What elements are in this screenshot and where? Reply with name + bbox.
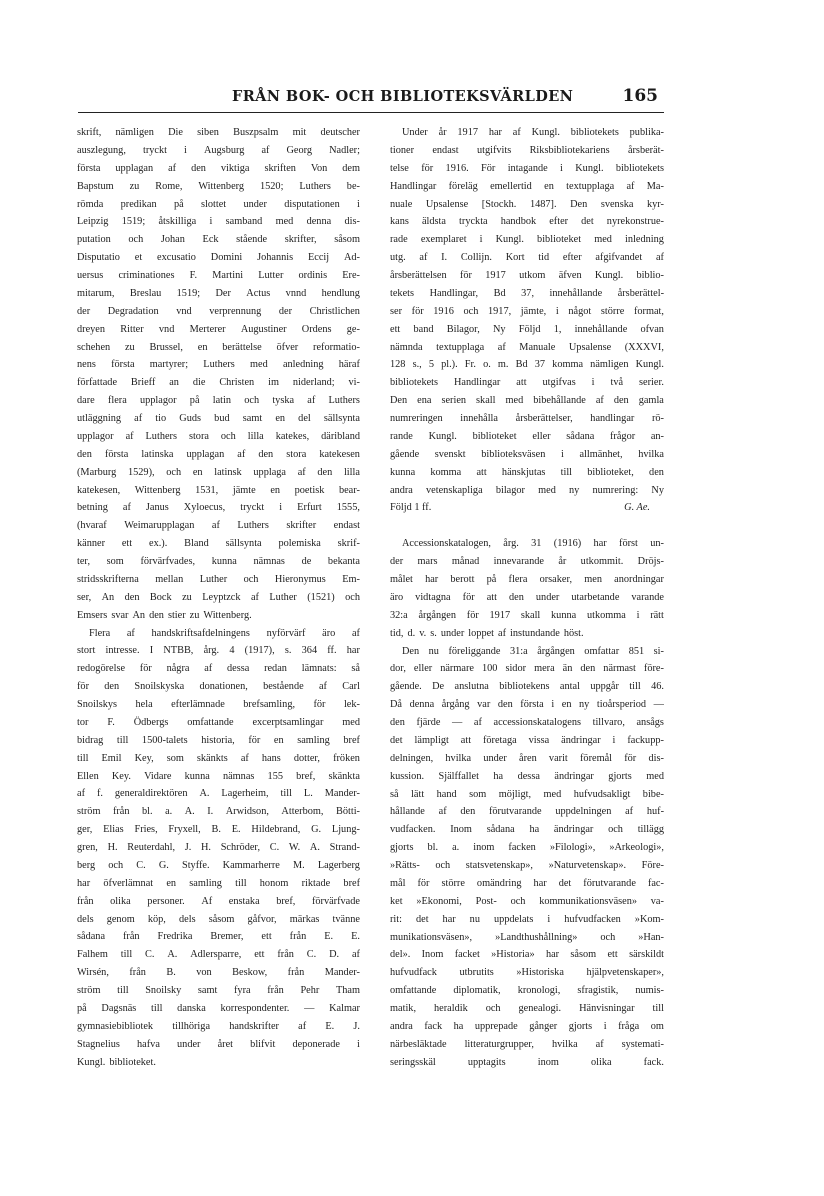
text-line: bidrag till 1500-talets historia, för en samling bref [77,734,360,746]
text-line: kans äldsta tryckta handbok efter det nyrekonstrue- [390,216,664,228]
page-number: 165 [622,86,658,106]
text-line: nuale Upsalense [Stockh. 1487]. Den svenska kyr- [390,198,664,210]
text-line: målet har berott på flera orsaker, men anordningar [390,574,664,585]
text-line: den första latinska upplagan af den stora katekesen [77,448,360,460]
text-line: schehen zu Brussel, en berättelse öfver reformatio- [77,341,360,353]
text-line: dreyen Ritter vnd Merterer Augustiner Ordens ge- [77,323,360,335]
text-line: rade exemplaret i Kungl. biblioteket med inledning [390,234,664,246]
text-line: dels genom köp, dels såsom gåfvor, märkas tvänne [77,913,360,925]
text-line: matik, heraldik och genealogi. Hänvisningar till [390,1003,664,1014]
page-header [78,86,664,113]
text-line: den fjärde — af accessionskatalogens tillvaro, ansågs [390,717,664,728]
text-line: auszlegung, tryckt i Augsburg af Georg Nadler; [77,144,360,156]
text-line: Handlingar föreläg emellertid en textupplaga af Ma- [390,180,664,192]
text-line: ket »Ekonomi, Post- och kommunikationsväsen» va- [390,895,664,907]
text-line: upplagor af Luthers stora och lilla katekes, däribland [77,430,360,442]
text-line: första upplagan af den viktiga skriften Von dem [77,162,360,174]
text-line: dor, eller närmare 100 sidor mera än den närmast före- [390,663,664,675]
text-line: andra vetenskapliga bilagor med ny numrering: Ny [390,484,664,496]
text-line: ström till Snoilsky samt fyra från Pehr Tham [77,985,360,996]
text-line: äro vidtagna för att den under utarbetande varande [390,591,664,603]
text-line: putation och Johan Eck stående skrifter, såsom [77,234,360,246]
text-line: bibliotekets Handlingar att utgifvas i två serier. [390,377,664,389]
text-line: ett band Bilagor, Ny Följd 1, innehållande ofvan [390,323,664,335]
text-line: tekets Handlingar, Bd 37, innehållande årsberättel- [390,287,664,299]
text-line: utläggning af tio Guds bud samt en del sällsynta [77,413,360,424]
text-line: sådana från Fredrika Bremer, ett från E. E. [77,931,360,943]
text-line: tioner endast utgifvits Riksbibliotekariens årsberät- [390,144,664,156]
text-line: Falhem till C. A. Adlersparre, ett från C. D. af [77,949,360,961]
text-line: skrift, nämligen Die siben Buszpsalm mit deutscher [77,127,360,138]
text-line: till Emil Key, som skänkts af hans dotter, fröken [77,752,360,764]
text-line: telse för 1916. För intagande i Kungl. bibliotekets [390,162,664,174]
text-line: mitarum, Breslau 1519; Der Actus vnnd hendlung [77,287,360,299]
text-line: tid, d. v. s. under loppet af instundande höst. [390,627,584,639]
text-line: delningen, hvilka under åren varit föremål för dis- [390,752,664,764]
text-line: mål för större omändring har det förutvarande fac- [390,877,664,889]
text-line: tor F. Ödbergs omfattande excerptsamlingar med [77,716,360,728]
text-line: Den ena serien skall med bibehållande af den gamla [390,395,664,407]
text-line: (hvaraf Weimarupplagan af Luthers skrifter endast [77,520,360,532]
paragraph-gap [390,517,664,535]
text-line: hufvudfack utbrutits »Historiska hjälpvetenskaper», [390,967,664,979]
text-line: nens första martyrer; Luthers med anledning häraf [77,359,360,371]
text-line: gående. De anslutna bibliotekens antal uppgår till 46. [390,681,664,693]
text-line: ter, som förvärfvades, kunna nämnas de bekanta [77,556,360,567]
text-line: för den Snoilskyska donationen, bestående af Carl [77,681,360,693]
text-line: ger, Elias Fries, Fryxell, B. E. Hildebrand, G. Ljung- [77,824,360,836]
text-line: del». Inom facket »Historia» har såsom ett särskildt [390,949,664,961]
text-line: munikationsväsen», »Landthushållning» och »Han- [390,931,664,943]
text-line: ser för 1916 och 1917, jämte, i något större format, [390,305,664,317]
text-line: berg och C. G. Styffe. Kammarherre M. Lagerberg [77,859,360,871]
text-line: gymnasiebibliotek tillhöriga handskrifter af E. J. [77,1020,360,1032]
author-signature: G. Ae. [624,502,650,514]
text-line: andra fack ha upprepade gånger gjorts i fråga om [390,1020,664,1032]
text-line: kussion. Själffallet ha dessa ändringar gjorts med [390,770,664,782]
text-line: Snoilskys hela efterlämnade brefsamling, för lek- [77,699,360,710]
text-line: hållande af den förutvarande uppdelningen af huf- [390,806,664,818]
text-line: Flera af handskriftsafdelningens nyförvärf äro af [89,627,360,639]
text-line: Accessionskatalogen, årg. 31 (1916) har först un- [402,538,664,550]
text-line: utg. af I. Collijn. Kort tid efter afgifvandet af [390,252,664,264]
text-line: (Marburg 1529), och en latinsk upplaga af den lilla [77,466,360,478]
left-column [77,124,360,1071]
text-line: vudfacken. Inom sådana ha ändringar och tillägg [390,824,664,836]
text-line: uersus criminationes F. Martini Lutter ordinis Ere- [77,270,360,281]
text-line: numreringen innehålla årsberättelser, handlingar rö- [390,413,664,424]
text-line: rande Kungl. biblioteket eller sådana frågor an- [390,430,664,442]
running-head: FRÅN BOK- OCH BIBLIOTEKSVÄRLDEN [232,88,574,105]
text-line: stridsskrifterna mellan Luther och Hieronymus Em- [77,573,360,585]
text-line: Den nu föreliggande 31:a årgången omfattar 851 si- [402,645,664,657]
text-line: Disputatio et excusatio Domini Johannis Eccij Ad- [77,252,360,264]
text-line: stort intresse. I NTBB, årg. 4 (1917), s. 364 ff. har [77,645,360,657]
text-line: ser, An den Bock zu Leyptzck af Luther (1521) och [77,591,360,603]
text-line: författade Brieff an die Christen im niderland; vi- [77,377,360,389]
text-line: Under år 1917 har af Kungl. bibliotekets publika- [402,127,664,138]
text-line: har öfverlämnat en samling till honom riktade bref [77,877,360,889]
right-column [390,124,664,1072]
text-line: så lätt hand som möjligt, med hufvudsakligt bibe- [390,788,664,800]
text-line: af f. generaldirektören A. Lagerheim, till L. Mander- [77,788,360,800]
text-line: gren, H. Reuterdahl, J. H. Schröder, C. W. A. Strand- [77,842,360,853]
text-line: betning af Janus Xyloecus, tryckt i Erfurt 1555, [77,502,360,514]
text-line: Emsers svar An den stier zu Wittenberg. [77,609,252,621]
text-line: redogörelse för några af dessa redan lämnats: så [77,663,360,675]
text-line: från olika personer. Af enstaka bref, förvärfvade [77,895,360,907]
text-line: katekesen, Wittenberg 1531, jämte en poetisk bear- [77,484,360,496]
text-line: Ellen Key. Vidare kunna nämnas 155 bref, skänkta [77,770,360,782]
text-line: Bapstum zu Rome, Wittenberg 1520; Luthers be- [77,180,360,192]
text-line: 32:a årgången för 1917 skall kunna utkomma i rätt [390,609,664,621]
text-line: på Dagsnäs till danska korrespondenter. — Kalmar [77,1002,360,1014]
text-line: der mars månad innevarande år utkommit. Dröjs- [390,556,664,568]
text-line: nämnda textupplaga af Manuale Upsalense (XXXVI, [390,341,664,353]
text-line: årsberättelsen för 1917 utkom äfven Kungl. biblio- [390,270,664,281]
text-line: ström från bl. a. A. I. Arwidson, Atterbom, Bötti- [77,806,360,818]
text-line: dare flera upplagor på latin och tyska af Luthers [77,395,360,407]
text-line: Kungl. biblioteket. [77,1056,156,1068]
text-line: der Degradation vnd verprennung der Christlichen [77,305,360,317]
text-line: seringsskäl upptagits inom olika fack. [390,1056,664,1068]
text-line: Wirsén, från B. von Beskow, från Mander- [77,967,360,979]
text-line: det lämpligt att företaga vissa ändringar i fackupp- [390,734,664,746]
text-line: Leipzig 1519; åtskilliga i samband med denna dis- [77,216,360,228]
text-line: kunna komma att hänskjutas till biblioteket, den [390,466,664,478]
text-line: gående svenskt biblioteksväsen i allmänhet, hvilka [390,448,664,460]
text-line: Följd 1 ff. G. Ae. [390,499,664,517]
text-line: närbesläktade litteraturgrupper, hvilka af systemati- [390,1038,664,1050]
text-line: omfattande diplomatik, kronologi, sfragistik, numis- [390,985,664,997]
text-line: gjorts bl. a. inom facken »Filologi», »Arkeologi», [390,842,664,854]
text-line: Då denna årgång var den första i en ny tioårsperiod — [390,699,664,711]
text-line: Stagnelius hafva under året blifvit deponerade i [77,1038,360,1050]
text-line: »Rätts- och statsvetenskap», »Naturvetenskap». Före- [390,860,664,871]
text-line: 128 s., 5 pl.). Fr. o. m. Bd 37 komma nämligen Kungl. [390,359,664,371]
text-line: römda predikan på slottet under disputationen i [77,198,360,210]
text-line: rit: det har nu uppdelats i hufvudfacken »Kom- [390,913,664,925]
text-line: känner ett ex.). Bland sällsynta polemiska skrif- [77,538,360,550]
